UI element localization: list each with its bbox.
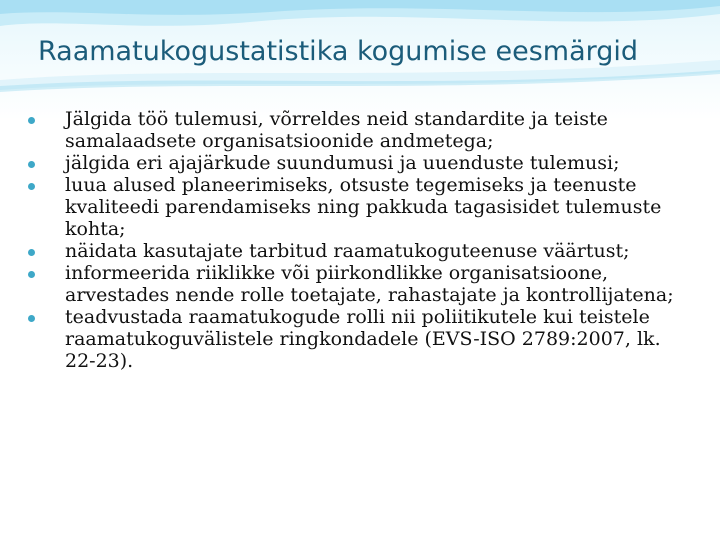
bullet-text: teadvustada raamatukogude rolli nii poliitikutele kui teistele raamatukoguvälistele ringkondadele (EVS-ISO 2789:2007, lk. 22-23). (65, 306, 661, 372)
bullet-text: jälgida eri ajajärkude suundumusi ja uuenduste tulemusi; (65, 152, 620, 174)
bullet-item (22, 262, 692, 306)
bullet-item (22, 108, 692, 152)
bullet-dot-icon (28, 161, 35, 168)
bullet-text: näidata kasutajate tarbitud raamatukoguteenuse väärtust; (65, 240, 630, 262)
bullet-list (22, 108, 692, 372)
bullet-dot-icon (28, 249, 35, 256)
bullet-dot-icon (28, 315, 35, 322)
bullet-dot-icon (28, 271, 35, 278)
bullet-item (22, 174, 692, 240)
bullet-dot-icon (28, 183, 35, 190)
bullet-text: luua alused planeerimiseks, otsuste tegemiseks ja teenuste kvaliteedi parendamiseks ning pakkuda tagasisidet tulemuste kohta; (65, 174, 662, 240)
bullet-text: Jälgida töö tulemusi, võrreldes neid standardite ja teiste samalaadsete organisatsioonide andmetega; (65, 108, 608, 152)
slide-title: Raamatukogustatistika kogumise eesmärgid (38, 36, 639, 67)
bullet-item (22, 240, 692, 262)
bullet-dot-icon (28, 117, 35, 124)
bullet-item (22, 152, 692, 174)
bullet-text: informeerida riiklikke või piirkondlikke organisatsioone, arvestades nende rolle toetajate, rahastajate ja kontrollijatena; (65, 262, 674, 306)
bullet-item (22, 306, 692, 372)
